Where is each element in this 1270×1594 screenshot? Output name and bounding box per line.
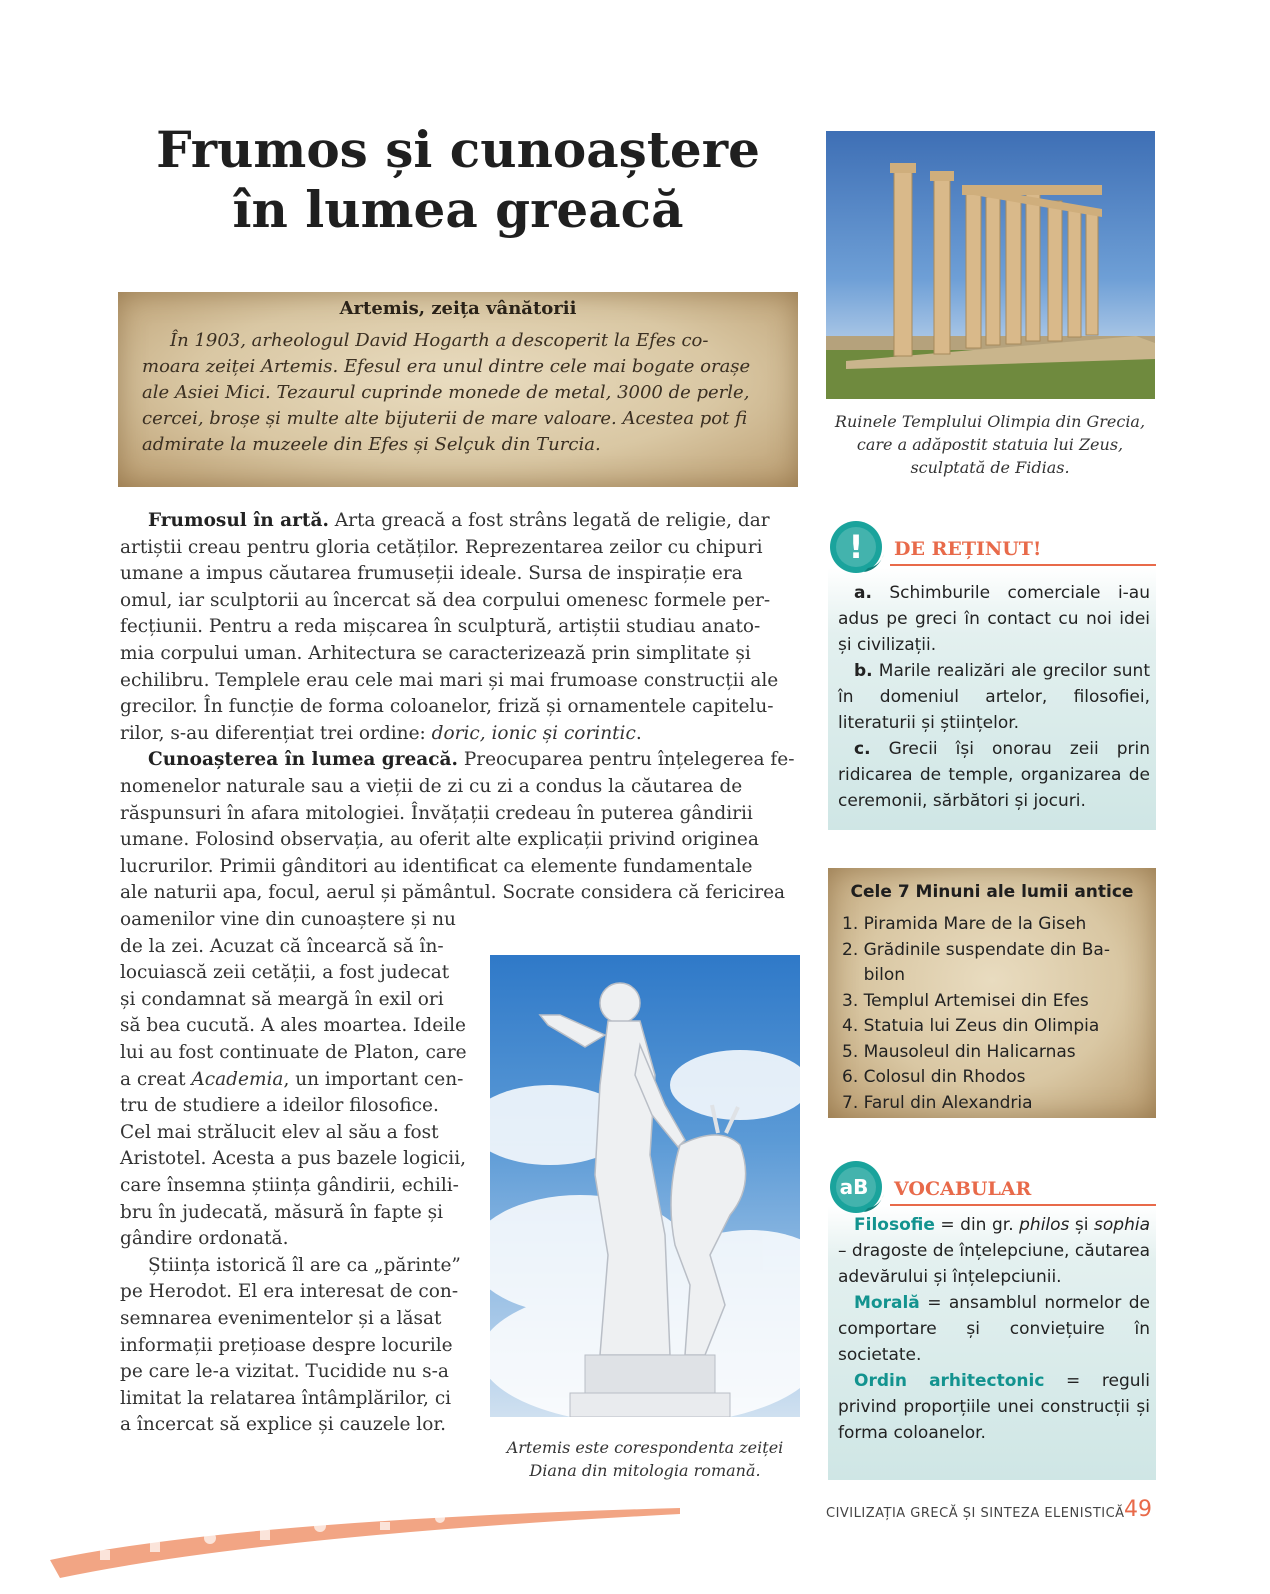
temple-ruins-illustration (826, 131, 1155, 399)
text-line: să bea cucută. A ales moartea. Ideile (120, 1015, 466, 1037)
text-line: lui au fost continuate de Platon, care (120, 1041, 467, 1063)
text-span: și (1069, 1215, 1095, 1235)
text-line: grecilor. În funcție de forma coloanelor, friză și ornamentele capitelu- (120, 696, 774, 718)
item-label: b. (854, 661, 873, 681)
retinut-item-b (838, 658, 1150, 736)
list-item: 4. Statuia lui Zeus din Olimpia (842, 1016, 1100, 1036)
text-line (120, 721, 800, 748)
artemis-box-title: Artemis, zeița vânătorii (339, 298, 577, 319)
caption-line: Diana din mitologia romană. (529, 1461, 761, 1480)
wonders-box (828, 868, 1156, 1118)
text-line: Cel mai strălucit elev al său a fost (120, 1121, 439, 1143)
text-line (120, 747, 800, 774)
text-line: de la zei. Acuzat că încearcă să în- (120, 935, 444, 957)
artemis-box-text (142, 328, 778, 458)
caption-line: Ruinele Templului Olimpia din Grecia, (834, 412, 1146, 431)
vocab-title: VOCABULAR (894, 1178, 1032, 1200)
text-line: fecțiunii. Pentru a reda mișcarea în sculptură, artiștii studiau anato- (120, 616, 761, 638)
item-text: Schimburile comerciale i-au adus pe greci în contact cu noi idei și civilizații. (838, 583, 1150, 655)
vocab-entry-ordin (838, 1368, 1150, 1446)
text-span: rilor, s-au diferențiat trei ordine: (120, 722, 432, 744)
text-span: a creat (120, 1068, 192, 1090)
text-line: informații prețioase despre locurile (120, 1334, 453, 1356)
text-line (120, 508, 800, 535)
text-line: nomenelor naturale sau a vieții de zi cu zi a condus la căutarea de (120, 775, 743, 797)
text-line: ale naturii apa, focul, aerul și pământul. Socrate considera că fericirea (120, 882, 786, 904)
retinut-box (828, 520, 1156, 830)
list-item: 7. Farul din Alexandria (842, 1092, 1033, 1113)
text-line: pe care le-a vizitat. Tucidide nu s-a (120, 1361, 449, 1383)
artemis-line: moara zeiței Artemis. Efesul era unul dintre cele mai bogate orașe (142, 356, 751, 377)
text-line: mia corpului uman. Arhitectura se caracterizează prin simplitate și (120, 642, 751, 664)
list-item: 3. Templul Artemisei din Efes (842, 990, 1089, 1011)
list-item: 1. Piramida Mare de la Giseh (842, 914, 1087, 934)
text-span: Preocuparea pentru înțelegerea fe- (457, 749, 795, 771)
list-item: 6. Colosul din Rhodos (842, 1067, 1026, 1087)
heading-cunoasterea: Cunoașterea în lumea greacă. (148, 749, 458, 771)
vocab-term: Ordin arhitectonic (854, 1371, 1045, 1391)
text-line: a încercat să explice și cauzele lor. (120, 1414, 447, 1436)
text-line: artiștii creau pentru gloria cetăților. Reprezentarea zeilor cu chipuri (120, 536, 763, 558)
list-item: bilon (842, 965, 906, 985)
artemis-line: ale Asiei Mici. Tezaurul cuprinde monede de metal, 3000 de perle, (142, 382, 750, 403)
retinut-item-a (838, 580, 1150, 658)
vocab-entry-filosofie (838, 1212, 1150, 1290)
artemis-info-box (118, 292, 798, 487)
text-span: philos (1019, 1215, 1070, 1235)
vocab-text (838, 1212, 1150, 1446)
statue-illustration (490, 955, 800, 1417)
text-line: locuiască zeii cetății, a fost judecat (120, 962, 450, 984)
item-text: Marile realizări ale grecilor sunt în domeniul artelor, filosofiei, literaturii și științelor. (838, 661, 1150, 733)
text-line: răspunsuri în afara mitologiei. Învățații credeau în puterea gândirii (120, 802, 753, 824)
vocab-term: Filosofie (854, 1215, 935, 1235)
vocabulary-icon (828, 1160, 886, 1214)
orders-italic: doric, ionic și corintic (431, 722, 636, 744)
page-number: 49 (1124, 1497, 1152, 1522)
text-span: . (635, 722, 642, 744)
exclamation-icon (828, 520, 886, 574)
list-item: 5. Mausoleul din Halicarnas (842, 1041, 1076, 1062)
caption-line: sculptată de Fidias. (910, 458, 1070, 477)
vocab-badge-text: aB (839, 1175, 869, 1199)
text-line: Știința istorică îl are ca „părinte” (148, 1254, 461, 1276)
text-line: echilibru. Templele erau cele mai mari și mai frumoase construcții ale (120, 669, 779, 691)
text-line: lucrurilor. Primii gânditori au identificat ca elemente fundamentale (120, 855, 753, 877)
text-line: tru de studiere a ideilor filosofice. (120, 1095, 439, 1117)
artemis-statue-photo (490, 955, 800, 1417)
text-line: umane a impus căutarea frumuseții ideale. Sursa de inspirație era (120, 563, 743, 585)
heading-frumosul: Frumosul în artă. (148, 510, 329, 531)
text-line: bru în judecată, măsură în fapte și (120, 1201, 444, 1223)
artemis-line: În 1903, arheologul David Hogarth a descoperit la Efes co- (170, 330, 709, 351)
text-line: oamenilor vine din cunoaștere și nu (120, 909, 456, 930)
text-line: gândire ordonată. (120, 1228, 289, 1250)
text-line: pe Herodot. El era interesat de con- (120, 1281, 459, 1303)
text-line: omul, iar sculptorii au încercat să dea corpului omenesc formele per- (120, 589, 771, 611)
retinut-item-c (838, 736, 1150, 814)
caption-line: Artemis este corespondenta zeiței (506, 1438, 784, 1457)
temple-caption (820, 410, 1160, 479)
wonders-list (842, 912, 1147, 1116)
text-span: = din gr. (934, 1215, 1020, 1235)
title-line-1: Frumos și cunoaștere (156, 120, 760, 179)
retinut-text (838, 580, 1150, 814)
decorative-ornament-band (40, 1500, 680, 1580)
item-label: a. (854, 583, 872, 603)
text-span: = ansamblul normelor de comportare și conviețuire în societate. (838, 1293, 1150, 1365)
chapter-footer: CIVILIZAȚIA GRECĂ ȘI SINTEZA ELENISTICĂ (826, 1506, 1125, 1521)
text-line: și condamnat să meargă în exil ori (120, 988, 444, 1010)
artemis-line: cercei, broșe și multe alte bijuterii de mare valoare. Acestea pot fi (142, 408, 748, 429)
text-span: , un important cen- (283, 1068, 464, 1090)
page-title (118, 120, 798, 240)
text-span: – dragoste de înțelepciune, căutarea adevărului și înțelepciunii. (838, 1241, 1150, 1287)
text-line: care însemna știința gândirii, echili- (120, 1174, 459, 1196)
retinut-badge-text: ! (848, 528, 864, 566)
wonders-title: Cele 7 Minuni ale lumii antice (850, 882, 1134, 902)
text-line: semnarea evenimentelor și a lăsat (120, 1307, 442, 1329)
vocabulary-box (828, 1160, 1156, 1480)
text-span: = reguli privind proporțiile unei construcții și forma coloanelor. (838, 1371, 1151, 1443)
text-span: sophia (1094, 1215, 1150, 1235)
main-text-narrow (120, 907, 475, 1439)
vocab-divider (890, 1204, 1156, 1206)
statue-caption (480, 1436, 810, 1482)
item-text: Grecii își onorau zeii prin ridicarea de temple, organizarea de ceremonii, sărbători și jocuri. (838, 739, 1150, 811)
text-line (120, 1067, 475, 1094)
title-line-2: în lumea greacă (232, 180, 684, 239)
vocab-entry-morala (838, 1290, 1150, 1368)
main-text-full (120, 508, 800, 907)
academia-italic: Academia (191, 1068, 284, 1090)
text-line: umane. Folosind observația, au oferit alte explicații privind originea (120, 829, 759, 851)
retinut-divider (890, 564, 1156, 566)
artemis-line: admirate la muzeele din Efes și Selçuk din Turcia. (142, 434, 601, 455)
text-line: Aristotel. Acesta a pus bazele logicii, (120, 1148, 466, 1170)
text-span: Arta greacă a fost strâns legată de religie, dar (328, 510, 770, 531)
list-item: 2. Grădinile suspendate din Ba- (842, 939, 1110, 960)
temple-photo (826, 131, 1155, 399)
retinut-title: DE REȚINUT! (894, 538, 1042, 560)
item-label: c. (854, 739, 871, 759)
vocab-term: Morală (854, 1293, 920, 1313)
text-line: limitat la relatarea întâmplărilor, ci (120, 1387, 452, 1409)
caption-line: care a adăpostit statuia lui Zeus, (856, 435, 1124, 454)
